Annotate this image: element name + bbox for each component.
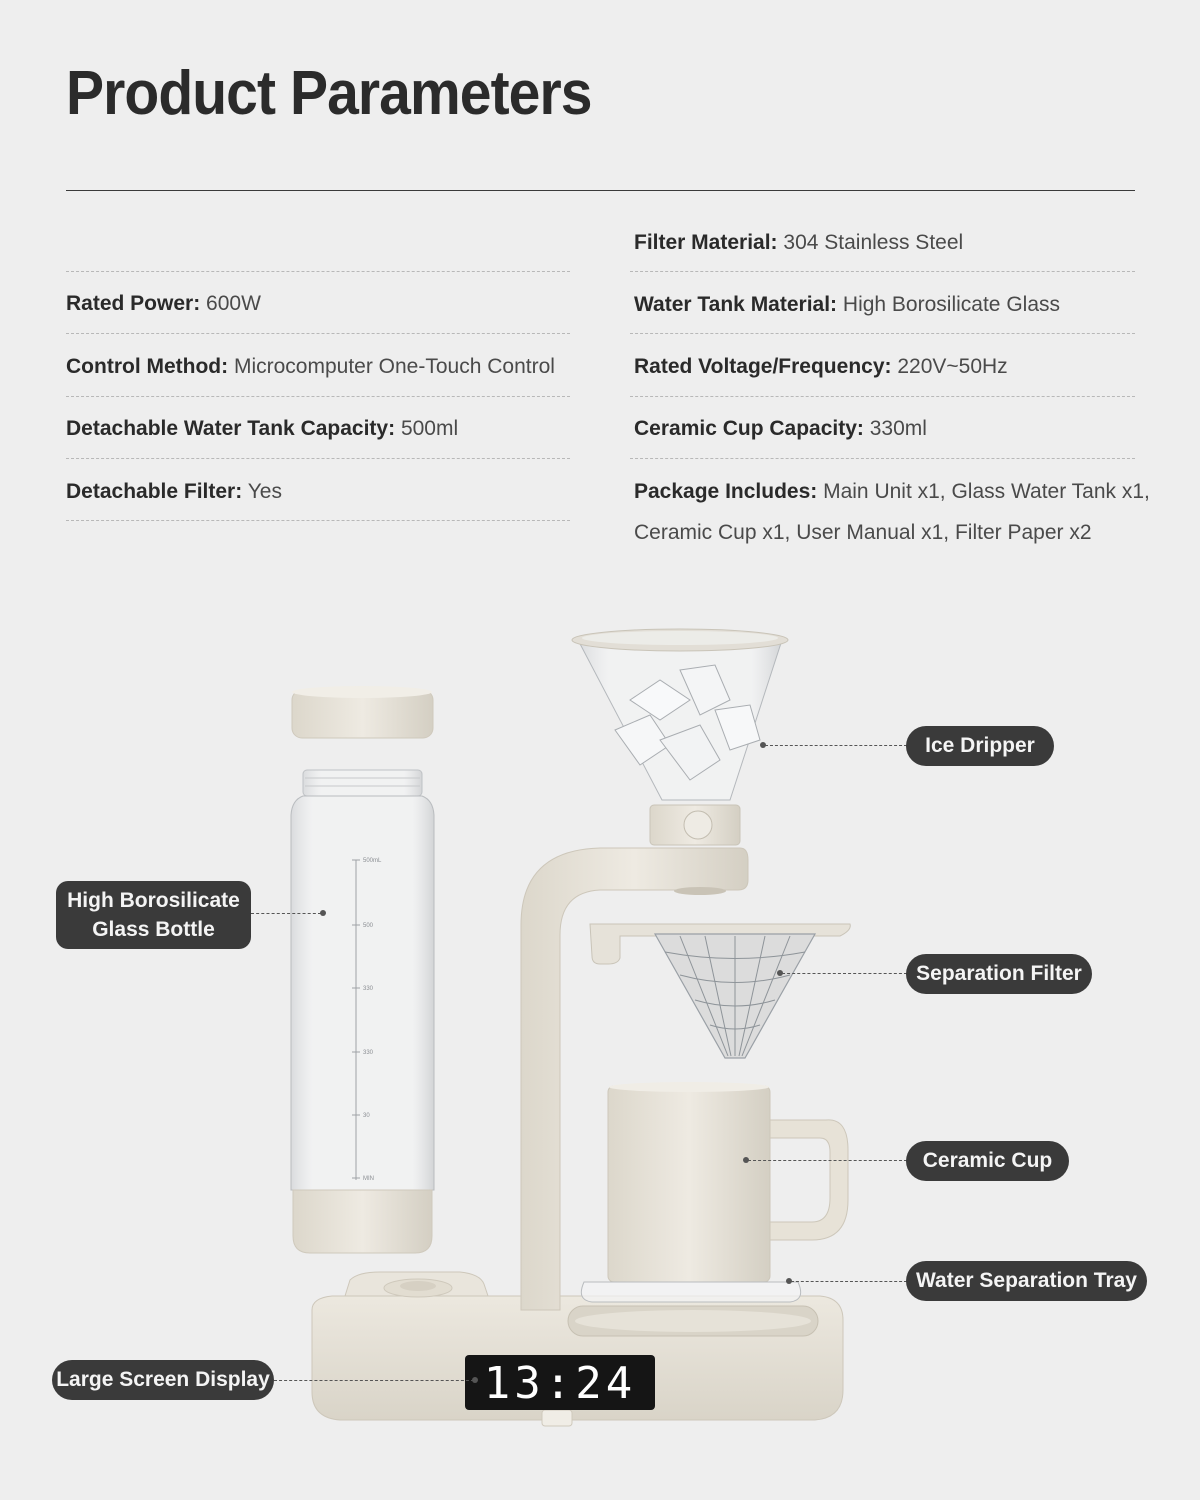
bottle-lid [292,686,433,738]
callout-leader [748,1160,907,1161]
water-separation-tray [581,1282,800,1302]
param-label: Detachable Filter: [66,480,243,503]
param-label: Water Tank Material: [634,293,838,316]
bottle-mark: 500 [363,923,374,929]
param-value: Yes [247,480,282,503]
callout-leader [274,1380,474,1381]
callout-anchor-dot [320,910,326,916]
bottle-mark: 30 [363,1113,370,1119]
param-value: High Borosilicate Glass [842,293,1060,316]
param-value: Ceramic Cup x1, User Manual x1, Filter Paper x2 [634,521,1092,544]
bottle-mark: MIN [363,1176,374,1182]
param-value: 330ml [869,417,927,440]
param-value: 600W [206,292,261,315]
callout-anchor-dot [472,1377,478,1383]
callout-glass-bottle [56,881,251,949]
param-value: 304 Stainless Steel [783,231,964,254]
callout-ceramic-cup: Ceramic Cup [906,1141,1069,1181]
callout-leader [765,745,907,746]
bottle-mark: 500mL [363,858,382,864]
ceramic-cup [608,1082,848,1282]
param-label: Ceramic Cup Capacity: [634,417,864,440]
callout-leader [791,1281,907,1282]
callout-water-separation-tray: Water Separation Tray [906,1261,1147,1301]
callout-ice-dripper: Ice Dripper [906,726,1054,766]
large-screen-display [465,1355,655,1410]
callout-leader [251,913,321,914]
param-label: Filter Material: [634,231,778,254]
ice-dripper [572,629,788,845]
callout-leader [782,973,907,974]
callout-separation-filter: Separation Filter [906,954,1092,994]
param-value: Main Unit x1, Glass Water Tank x1, [823,480,1150,503]
param-value: 500ml [400,417,459,440]
param-value: Microcomputer One-Touch Control [233,355,555,378]
param-value: 220V~50Hz [897,355,1008,378]
param-label: Rated Power: [66,292,201,315]
separation-filter [655,934,815,1058]
param-label: Package Includes: [634,480,818,503]
callout-line: Glass Bottle [92,918,215,941]
callout-line: High Borosilicate [67,889,240,912]
bottle-mark: 330 [363,1050,374,1056]
glass-bottle [291,770,434,1253]
bottle-mark: 330 [363,986,374,992]
param-label: Detachable Water Tank Capacity: [66,417,396,440]
display-time: 13:24 [483,1358,637,1409]
callout-large-screen-display: Large Screen Display [52,1360,274,1400]
param-label: Control Method: [66,355,229,378]
page-title: Product Parameters [66,59,592,128]
param-label: Rated Voltage/Frequency: [634,355,892,378]
